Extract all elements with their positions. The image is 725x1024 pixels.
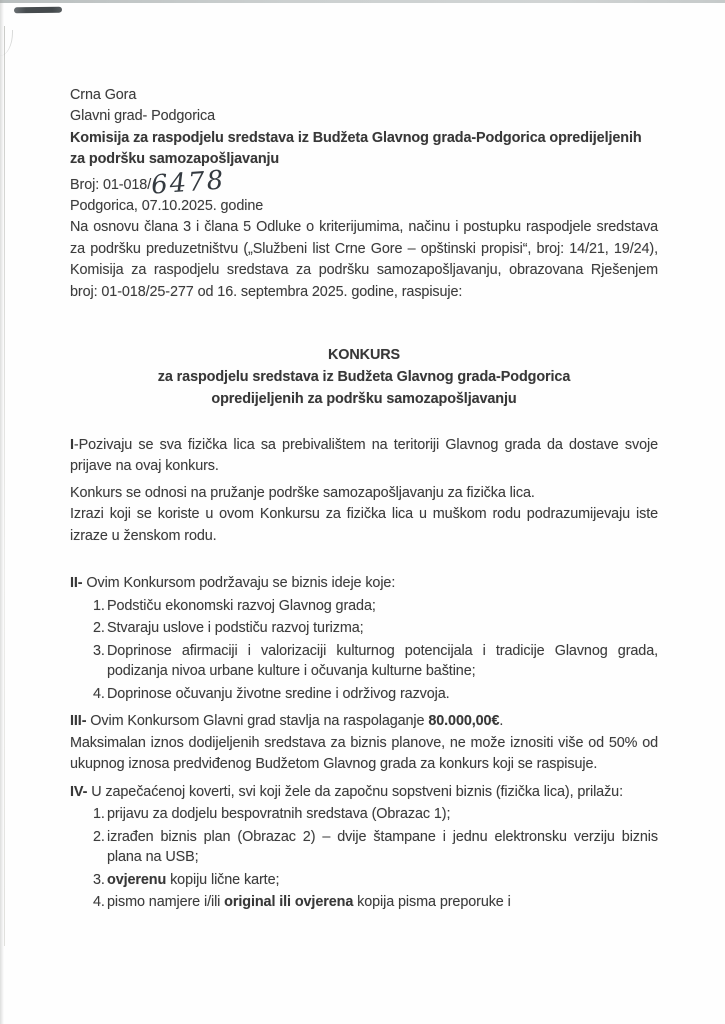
section-2-marker: II- bbox=[70, 575, 83, 592]
section-3-paragraph-2: Maksimalan iznos dodijeljenih sredstava za biznis planove, ne može iznositi više od 50% od ukupnog iznosa predviđenog Budžetom Glavnog grada za konkurs koji se raspisuje. bbox=[70, 734, 658, 773]
document-title-line2: za raspodjelu sredstava iz Budžeta Glavnog grada-Podgorica bbox=[157, 369, 571, 386]
section-4-list bbox=[70, 804, 658, 913]
section-3 bbox=[70, 711, 658, 775]
section-4-list-item bbox=[70, 870, 658, 891]
section-4-item4-pre: pismo namjere i/ili bbox=[107, 894, 225, 911]
letterhead-date-line: Podgorica, 07.10.2025. godine bbox=[70, 198, 264, 215]
scan-corner-curl bbox=[0, 30, 13, 56]
section-1-paragraph-3: Izrazi koji se koriste u ovom Konkursu za fizička lica u muškom rodu podrazumijevaju iste izraze u ženskom rodu. bbox=[70, 506, 658, 544]
section-1-paragraph-2: Konkurs se odnosi na pružanje podrške samozapošljavanju za fizička lica. bbox=[70, 484, 535, 501]
section-4-item4-post: kopija pisma preporuke i bbox=[353, 894, 511, 911]
section-3-marker: III- bbox=[70, 713, 87, 730]
scan-left-fold-line bbox=[4, 26, 5, 946]
section-4-heading-text: U zapečaćenoj koverti, svi koji žele da započnu sopstveni biznis (fizička lica), prilažu: bbox=[87, 783, 623, 800]
section-2-list-item: Doprinose očuvanju životne sredine i održivog razvoja. bbox=[107, 685, 450, 702]
section-2-list-item: Doprinose afirmaciji i valorizaciji kulturnog potencijala i tradicije Glavnog grada, podizanja nivoa urbane kulture i očuvanja kulturne baštine; bbox=[107, 642, 658, 680]
document-title-line3: opredijeljenih za podršku samozapošljavanju bbox=[211, 391, 517, 408]
letterhead-city: Glavni grad- Podgorica bbox=[70, 108, 215, 125]
letterhead-commission-name: Komisija za raspodjelu sredstava iz Budžeta Glavnog grada-Podgorica opredijeljenih za podršku samozapošljavanju bbox=[70, 129, 642, 168]
section-4-heading bbox=[70, 782, 658, 803]
section-1-paragraph-1 bbox=[70, 435, 658, 478]
section-1 bbox=[70, 435, 658, 547]
legal-basis-paragraph: Na osnovu člana 3 i člana 5 Odluke o kriterijumima, načinu i postupku raspodjele sredstava za podršku preduzetništvu („Službeni list Crne Gore – opštinski propisi“, broj: 14/21, 19/24), Komisija za raspodjelu sredstava za podršku samozapošljavanju, obrazovana Rješenjem broj: 01-018/25-277 od 16. septembra 2025. godine, raspisuje: bbox=[70, 219, 658, 300]
section-2-list-item: Podstiču ekonomski razvoj Glavnog grada; bbox=[107, 597, 376, 614]
document-content bbox=[70, 0, 658, 915]
section-2-heading-text: Ovim Konkursom podržavaju se biznis ideje koje: bbox=[82, 575, 396, 592]
section-2-heading bbox=[70, 573, 658, 594]
section-4-marker: IV- bbox=[70, 783, 88, 800]
section-4-list-item bbox=[70, 892, 658, 913]
document-title-line1: KONKURS bbox=[327, 347, 401, 364]
document-number-handwritten: 6478 bbox=[150, 165, 227, 201]
section-1-marker: I bbox=[70, 437, 74, 454]
section-4-list-item: izrađen biznis plan (Obrazac 2) – dvije štampane i jednu elektronsku verziju biznis plana na USB; bbox=[107, 828, 658, 866]
section-1-paragraph-1-text: -Pozivaju se sva fizička lica sa prebivalištem na teritoriji Glavnog grada da dostave svoje prijave na ovaj konkurs. bbox=[70, 437, 658, 475]
document-number-label: Broj: 01-018/ bbox=[70, 176, 152, 193]
section-4 bbox=[70, 782, 658, 913]
section-3-amount: 80.000,00€ bbox=[428, 713, 500, 730]
section-4-item3-text: kopiju lične karte; bbox=[166, 871, 280, 888]
letterhead-country: Crna Gora bbox=[70, 87, 137, 103]
scan-corner-mark bbox=[14, 7, 62, 14]
section-2 bbox=[70, 573, 658, 704]
section-3-paragraph-1-end: . bbox=[499, 713, 504, 730]
section-2-list bbox=[70, 596, 658, 705]
letterhead bbox=[70, 85, 658, 217]
section-2-list-item: Stvaraju uslove i podstiču razvoj turizma; bbox=[107, 620, 364, 637]
section-4-item3-bold: ovjerenu bbox=[107, 871, 167, 888]
section-3-paragraph-1-text: Ovim Konkursom Glavni grad stavlja na raspolaganje bbox=[86, 713, 429, 730]
document-title bbox=[70, 344, 658, 410]
section-3-paragraph-1 bbox=[70, 711, 658, 732]
section-4-item4-bold: original ili ovjerena bbox=[224, 894, 354, 911]
document-number-line bbox=[70, 165, 658, 201]
section-4-list-item: prijavu za dodjelu bespovratnih sredstava (Obrazac 1); bbox=[107, 806, 451, 823]
